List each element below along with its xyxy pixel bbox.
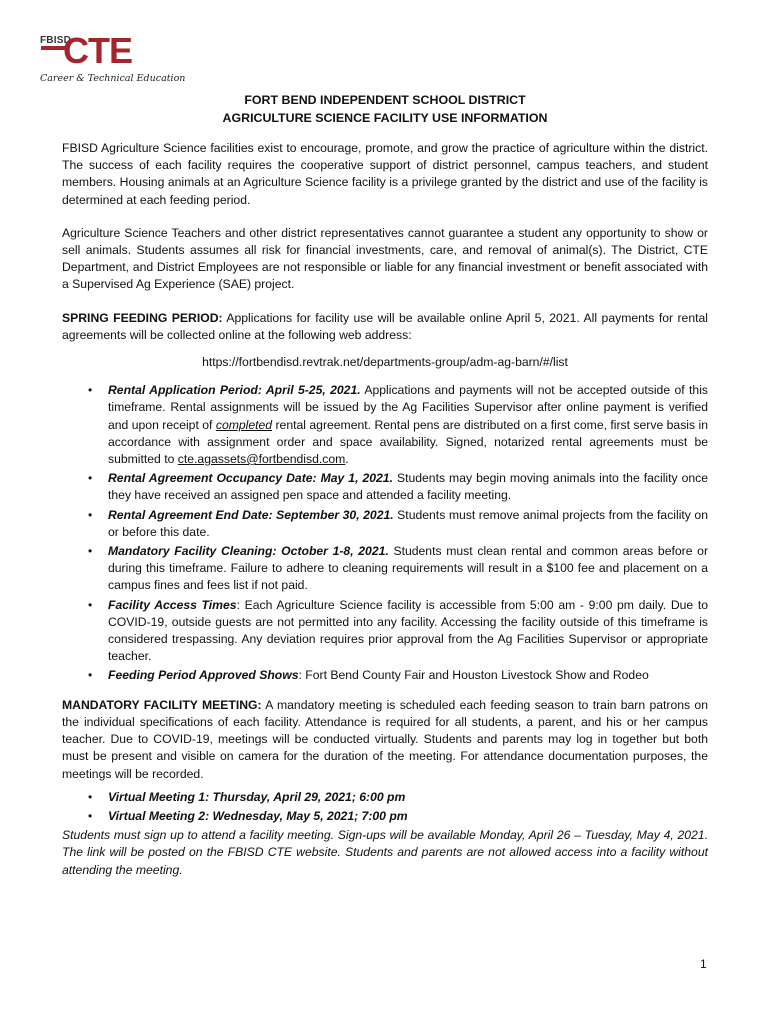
meeting-item: Virtual Meeting 2: Wednesday, May 5, 2021; 7:00 pm <box>108 808 408 823</box>
list-item <box>62 507 708 541</box>
meeting-paragraph <box>62 697 708 783</box>
bullet-icon: • <box>88 668 93 683</box>
list-item <box>62 789 708 806</box>
bullet-icon: • <box>88 507 93 522</box>
document-body <box>62 92 708 879</box>
logo-district: FBISD <box>40 35 71 46</box>
list-item <box>62 543 708 595</box>
logo-bar <box>41 46 65 50</box>
emphasis-completed: completed <box>215 417 273 432</box>
meeting-note: Students must sign up to attend a facility meeting. Sign-ups will be available Monday, April 26 – Tuesday, May 4, 2021. The link will be posted on the FBISD CTE website. Students and parents are not allowed access into a facility without attending the meeting. <box>62 828 708 877</box>
spring-feeding-label: SPRING FEEDING PERIOD: <box>62 310 223 325</box>
item-text: : Each Agriculture Science facility is accessible from 5:00 am - 9:00 pm daily. Due to COVID-19, outside guests are not permitted into any facility. Accessing the facility outside of this timeframe is considered trespassing. Any deviation requires prior approval from the Ag Facilities Supervisor or appropriate teacher. <box>108 597 709 664</box>
bullet-icon: • <box>88 383 93 398</box>
bullet-icon: • <box>88 544 93 559</box>
payment-url[interactable]: https://fortbendisd.revtrak.net/departments-group/adm-ag-barn/#/list <box>202 355 568 370</box>
item-text: rental agreement. Rental pens are distributed on a first come, first serve basis in accordance with assignment order and space availability. Signed, notarized rental agreements must be submitted to <box>108 417 708 467</box>
item-label: Mandatory Facility Cleaning: October 1-8, 2021. <box>108 544 389 559</box>
list-item <box>62 597 708 666</box>
email-link[interactable]: cte.agassets@fortbendisd.com <box>177 452 346 467</box>
item-label: Rental Agreement End Date: September 30, 2021. <box>108 507 394 522</box>
item-text: : Fort Bend County Fair and Houston Livestock Show and Rodeo <box>298 668 649 683</box>
spring-feeding-paragraph <box>62 310 708 344</box>
title-line-1: FORT BEND INDEPENDENT SCHOOL DISTRICT <box>244 93 526 107</box>
list-item <box>62 382 708 468</box>
meeting-item: Virtual Meeting 1: Thursday, April 29, 2021; 6:00 pm <box>108 789 406 804</box>
page-number: 1 <box>700 957 707 971</box>
meeting-label: MANDATORY FACILITY MEETING: <box>62 697 262 712</box>
item-text: Students must clean rental and common areas before or during this timeframe. Failure to adhere to cleaning requirements will result in a $100 fee and placement on a campus fines and fees list if not paid. <box>108 544 709 593</box>
intro-paragraph-1: FBISD Agriculture Science facilities exist to encourage, promote, and grow the practice of agriculture within the district. The success of each facility requires the cooperative support of district personnel, campus teachers, and student members. Housing animals at an Agriculture Science facility is a privilege granted by the district and use of the facility is determined at each feeding period. <box>62 141 708 207</box>
bullet-icon: • <box>88 597 93 612</box>
list-item <box>62 470 708 504</box>
item-text: Applications and payments will not be accepted outside of this timeframe. Rental assignments will be issued by the Ag Facilities Supervisor after online payment is verified and upon receipt of <box>108 383 708 432</box>
item-label: Feeding Period Approved Shows <box>108 668 299 683</box>
title-line-2: AGRICULTURE SCIENCE FACILITY USE INFORMATION <box>222 110 548 125</box>
logo-subtitle: Career & Technical Education <box>40 73 186 84</box>
item-label: Rental Agreement Occupancy Date: May 1, 2021. <box>108 471 393 486</box>
meeting-list <box>62 789 708 825</box>
list-item <box>62 667 708 684</box>
bullet-icon: • <box>88 471 93 486</box>
fbisd-cte-logo <box>38 30 186 89</box>
document-title <box>62 92 708 127</box>
item-text: Students may begin moving animals into the facility once they have received an assigned pen space and attended a facility meeting. <box>108 471 709 503</box>
bullet-icon: • <box>88 789 93 804</box>
meeting-text: A mandatory meeting is scheduled each feeding season to train barn patrons on the individual specifications of each facility. Attendance is required for all students, a parent, and his or her campus teacher. Due to COVID-19, meetings will be conducted virtually. Students and parents may log in together but both must be present and visible on camera for the duration of the meeting. For attendance documentation purposes, the meetings will be recorded. <box>62 697 708 781</box>
list-item <box>62 808 708 825</box>
item-text: . <box>345 452 349 467</box>
item-text: Students must remove animal projects from the facility on or before this date. <box>108 507 708 539</box>
intro-paragraph-2: Agriculture Science Teachers and other district representatives cannot guarantee a student any opportunity to show or sell animals. Students assumes all risk for financial investments, care, and removal of animal(s). The District, CTE Department, and District Employees are not responsible or liable for any financial investment or benefit associated with a Supervised Ag Experience (SAE) project. <box>62 225 708 292</box>
bullet-icon: • <box>88 808 93 823</box>
item-label: Rental Application Period: April 5-25, 2021. <box>108 383 361 398</box>
logo-program: CTE <box>63 30 132 71</box>
item-label: Facility Access Times <box>108 597 237 612</box>
spring-feeding-text: Applications for facility use will be available online April 5, 2021. All payments for rental agreements will be collected online at the following web address: <box>62 310 708 342</box>
spring-feeding-list <box>62 382 708 684</box>
